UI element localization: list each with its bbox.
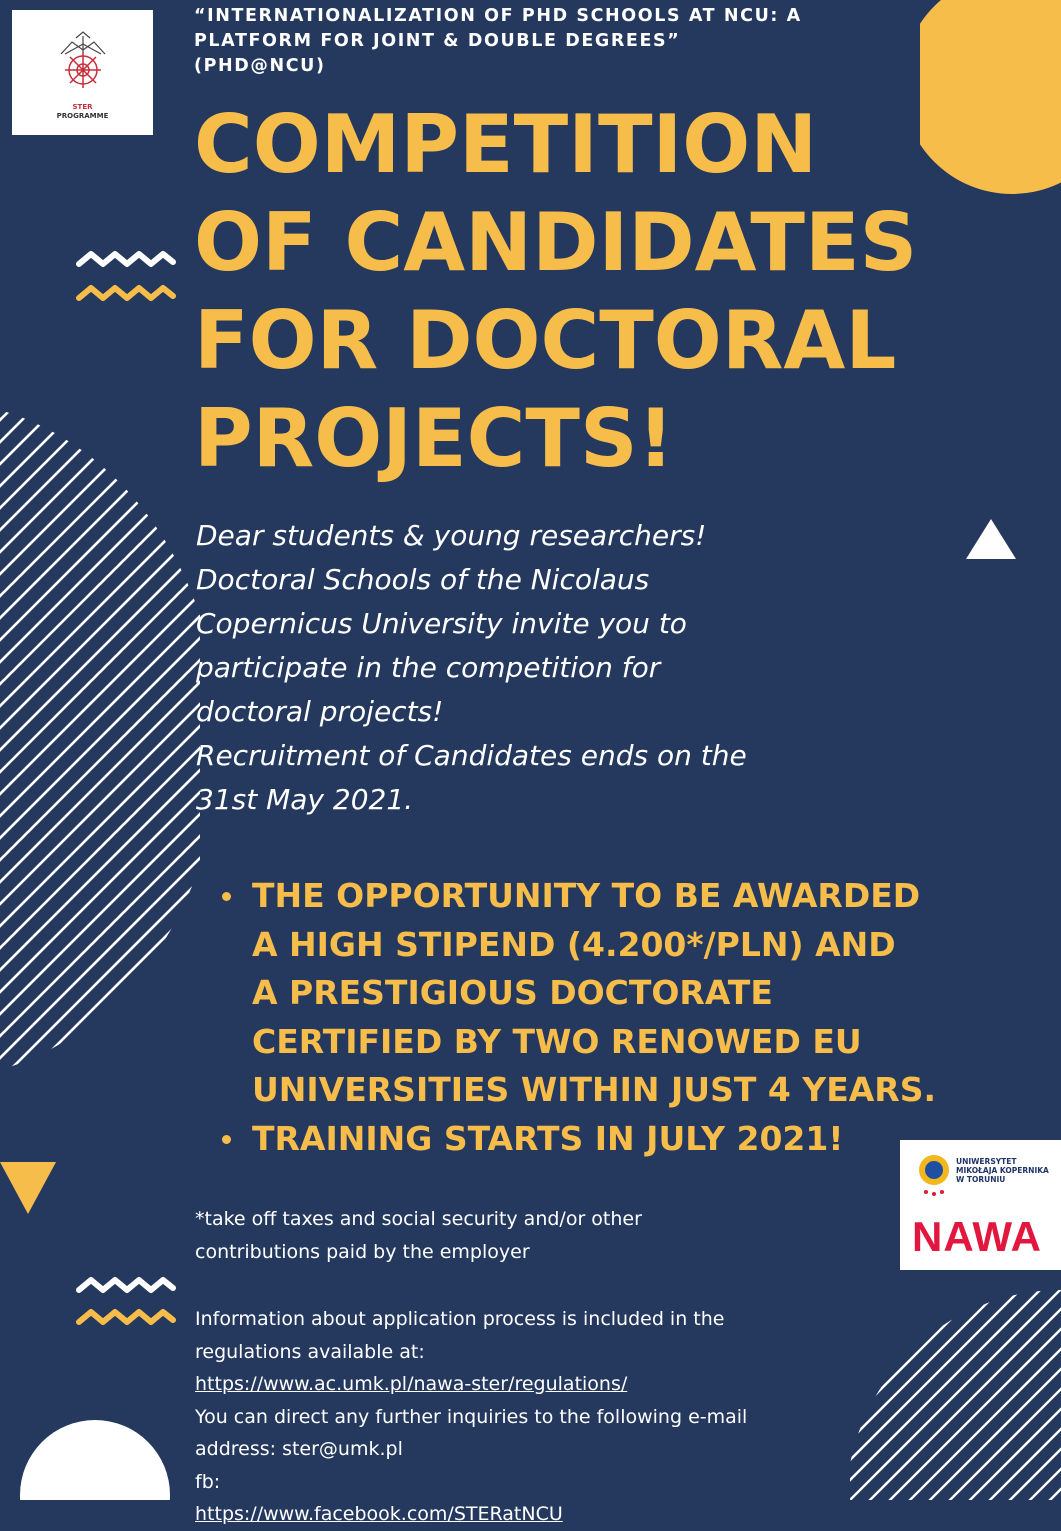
regulations-line [195, 1368, 835, 1401]
umk-line: MIKOŁAJA KOPERNIKA [956, 1166, 1049, 1175]
highlight-item-stipend [222, 872, 1002, 1115]
application-info [195, 1303, 835, 1531]
wave-icon-bottom [76, 1274, 176, 1336]
footnote-line: *take off taxes and social security and/or other [195, 1208, 642, 1230]
triangle-up-icon [964, 517, 1018, 561]
project-subtitle [194, 4, 814, 79]
stripe-pattern-bottom-right [850, 1280, 1061, 1500]
highlight-line: UNIVERSITIES WITHIN JUST 4 YEARS. [252, 1070, 936, 1109]
wave-icon-top [76, 248, 176, 310]
facebook-line [195, 1466, 835, 1531]
white-circle-decoration [0, 1410, 170, 1500]
stripe-pattern-left [0, 390, 200, 1090]
info-line: Information about application process is included in the [195, 1308, 725, 1330]
umk-line: UNIWERSYTET [956, 1157, 1017, 1166]
footnote-line: contributions paid by the employer [195, 1241, 530, 1263]
subtitle-line: PLATFORM FOR JOINT & DOUBLE DEGREES” (PHD@NCU) [194, 31, 681, 76]
triangle-down-icon [0, 1162, 60, 1218]
email-line: address: ster@umk.pl [195, 1438, 403, 1460]
ster-logo-icon [56, 30, 110, 100]
highlight-line: A PRESTIGIOUS DOCTORATE [252, 973, 773, 1012]
ster-logo-subname: PROGRAMME [56, 112, 109, 120]
title-line: OF CANDIDATES [194, 196, 918, 289]
umk-line: W TORUNIU [956, 1175, 1006, 1184]
intro-line: Copernicus University invite you to [196, 607, 687, 640]
highlight-line: A HIGH STIPEND (4.200*/PLN) AND [252, 924, 896, 964]
intro-line: participate in the competition for [196, 651, 661, 684]
page-title [194, 96, 1014, 488]
intro-line: Doctoral Schools of the Nicolaus [196, 563, 650, 596]
title-line: FOR DOCTORAL [194, 294, 897, 387]
intro-line: 31st May 2021. [196, 783, 414, 816]
facebook-prefix: fb: [195, 1470, 221, 1493]
stipend-footnote [195, 1203, 815, 1269]
nawa-logo: NAWA [912, 1213, 1042, 1260]
facebook-link[interactable]: https://www.facebook.com/STERatNCU [195, 1503, 563, 1525]
title-line: COMPETITION [194, 98, 818, 191]
bullet-icon [222, 1135, 231, 1144]
title-line: PROJECTS! [194, 392, 675, 485]
bullet-icon [222, 892, 231, 901]
intro-line: Recruitment of Candidates ends on the [196, 739, 747, 772]
highlight-line: CERTIFIED BY TWO RENOWED EU [252, 1021, 862, 1061]
intro-line: Dear students & young researchers! [196, 519, 707, 552]
info-line: regulations available at: [195, 1340, 425, 1363]
ster-logo-name: STER [72, 103, 93, 111]
highlights-list [222, 872, 1002, 1163]
highlight-item-training [222, 1115, 1002, 1164]
intro-line: doctoral projects! [196, 695, 444, 728]
intro-paragraph [196, 514, 876, 822]
highlight-line: THE OPPORTUNITY TO BE AWARDED [252, 876, 921, 915]
info-line: You can direct any further inquiries to the following e-mail [195, 1405, 748, 1428]
subtitle-line: “INTERNATIONALIZATION OF PHD SCHOOLS AT NCU: A [194, 6, 802, 26]
highlight-line: TRAINING STARTS IN JULY 2021! [252, 1118, 844, 1158]
ster-programme-logo [12, 10, 153, 135]
regulations-link[interactable]: https://www.ac.umk.pl/nawa-ster/regulations/ [195, 1373, 628, 1395]
